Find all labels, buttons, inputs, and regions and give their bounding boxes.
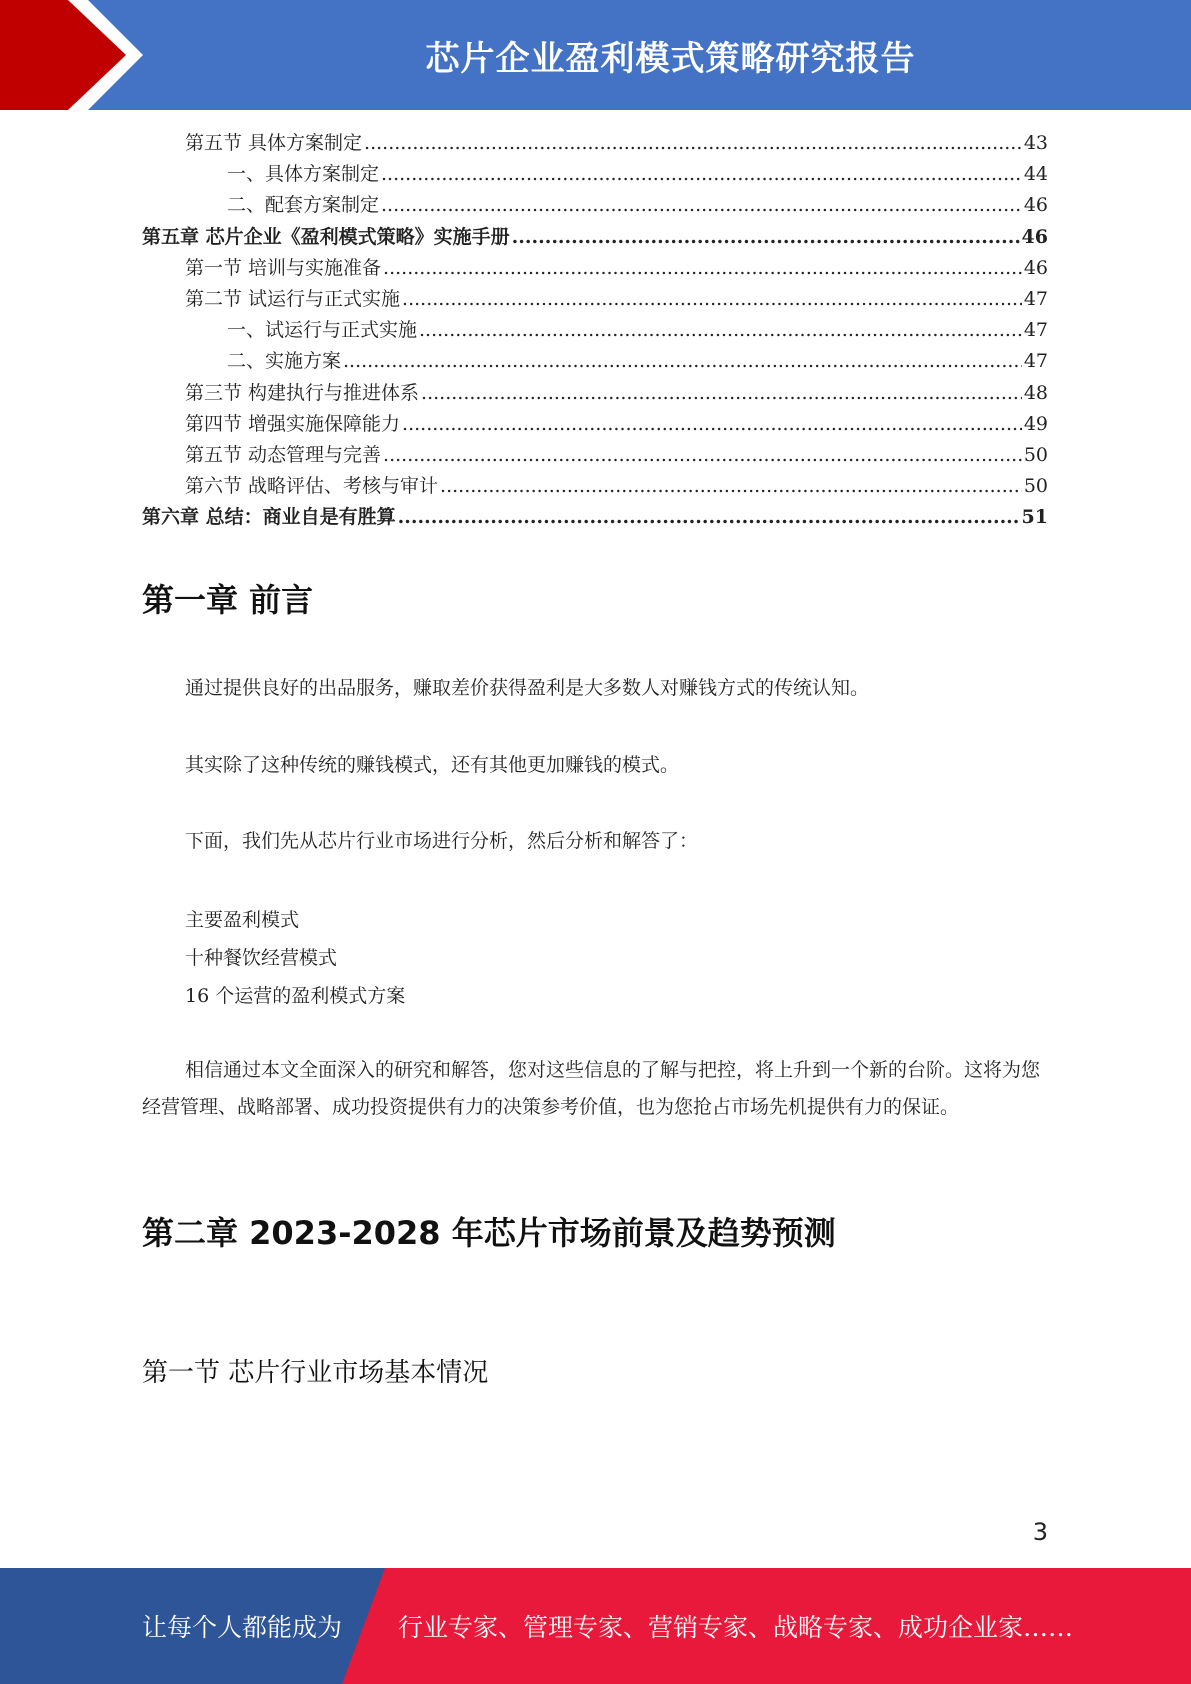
toc-entry-page: 46 (1023, 256, 1048, 279)
toc-leader-dots (421, 378, 1022, 409)
footer-slogan-left: 让每个人都能成为 (142, 1613, 343, 1642)
list-item: 主要盈利模式 (185, 909, 300, 931)
footer-banner (0, 1568, 1191, 1684)
toc-entry-title: 第三节 构建执行与推进体系 (185, 381, 420, 404)
toc-entry-page: 46 (1021, 225, 1048, 248)
toc-entry-page: 46 (1023, 194, 1048, 217)
toc-entry[interactable] (142, 440, 1048, 471)
toc-entry-page: 49 (1023, 412, 1048, 435)
page-number: 3 (1032, 1518, 1048, 1546)
footer-slogan-right: 行业专家、管理专家、营销专家、战略专家、成功企业家…… (398, 1613, 1074, 1642)
toc-entry-title: 第四节 增强实施保障能力 (185, 412, 401, 435)
toc-entry-title: 一、具体方案制定 (227, 163, 380, 186)
paragraph: 通过提供良好的出品服务，赚取差价获得盈利是大多数人对赚钱方式的传统认知。 (185, 677, 870, 699)
paragraph: 其实除了这种传统的赚钱模式，还有其他更加赚钱的模式。 (185, 754, 680, 776)
paragraph: 下面，我们先从芯片行业市场进行分析，然后分析和解答了： (185, 830, 699, 852)
toc-entry[interactable] (142, 284, 1048, 315)
toc-entry-page: 48 (1023, 381, 1048, 404)
toc-entry-title: 二、实施方案 (227, 350, 342, 373)
section-heading: 第一节 芯片行业市场基本情况 (142, 1358, 489, 1388)
toc-entry[interactable] (142, 346, 1048, 377)
toc-leader-dots (343, 346, 1022, 377)
toc-entry-page: 51 (1021, 506, 1048, 529)
toc-entry[interactable] (142, 471, 1048, 502)
toc-entry-title: 第六章 总结：商业自是有胜算 (142, 506, 396, 529)
toc-entry[interactable] (142, 190, 1048, 221)
toc-entry-page: 47 (1023, 350, 1048, 373)
toc-entry[interactable] (142, 409, 1048, 440)
toc-entry-title: 第一节 培训与实施准备 (185, 256, 382, 279)
chapter-2-heading: 第二章 2023-2028 年芯片市场前景及趋势预测 (142, 1214, 836, 1252)
toc-leader-dots (512, 222, 1020, 253)
toc-leader-dots (402, 284, 1022, 315)
toc-leader-dots (381, 190, 1022, 221)
toc-leader-dots (419, 315, 1022, 346)
toc-entry[interactable] (142, 315, 1048, 346)
toc-entry-chapter[interactable] (142, 502, 1048, 533)
toc-entry[interactable] (142, 253, 1048, 284)
paragraph: 相信通过本文全面深入的研究和解答，您对这些信息的了解与把控，将上升到一个新的台阶。这将为您经营管理、战略部署、成功投资提供有力的决策参考价值，也为您抢占市场先机提供有力的保证。 (142, 1059, 1041, 1118)
toc-leader-dots (383, 253, 1022, 284)
table-of-contents (142, 128, 1048, 533)
toc-entry[interactable] (142, 159, 1048, 190)
toc-entry-title: 二、配套方案制定 (227, 194, 380, 217)
list-item: 十种餐饮经营模式 (185, 947, 338, 969)
header-band (0, 0, 1191, 110)
chapter-1-heading: 第一章 前言 (142, 581, 314, 619)
toc-entry-title: 第二节 试运行与正式实施 (185, 287, 401, 310)
toc-entry-title: 第六节 战略评估、考核与审计 (185, 475, 439, 498)
toc-entry-page: 50 (1023, 443, 1048, 466)
toc-entry-title: 一、试运行与正式实施 (227, 319, 418, 342)
toc-entry-title: 第五节 动态管理与完善 (185, 443, 382, 466)
toc-entry-page: 50 (1023, 475, 1048, 498)
toc-leader-dots (402, 409, 1022, 440)
toc-entry[interactable] (142, 378, 1048, 409)
toc-leader-dots (440, 471, 1022, 502)
list-item: 16 个运营的盈利模式方案 (185, 985, 406, 1007)
toc-leader-dots (364, 128, 1022, 159)
toc-leader-dots (381, 159, 1022, 190)
toc-leader-dots (398, 502, 1020, 533)
toc-entry-title: 第五章 芯片企业《盈利模式策略》实施手册 (142, 225, 510, 248)
toc-entry-page: 43 (1023, 132, 1048, 154)
toc-entry-title: 第五节 具体方案制定 (185, 132, 363, 154)
report-title: 芯片企业盈利模式策略研究报告 (425, 38, 916, 79)
toc-entry-page: 47 (1023, 319, 1048, 342)
toc-entry-page: 44 (1023, 163, 1048, 186)
toc-leader-dots (383, 440, 1022, 471)
toc-entry-chapter[interactable] (142, 222, 1048, 253)
toc-entry-page: 47 (1023, 287, 1048, 310)
header-chevron-decoration (0, 0, 160, 110)
toc-entry[interactable] (142, 128, 1048, 159)
